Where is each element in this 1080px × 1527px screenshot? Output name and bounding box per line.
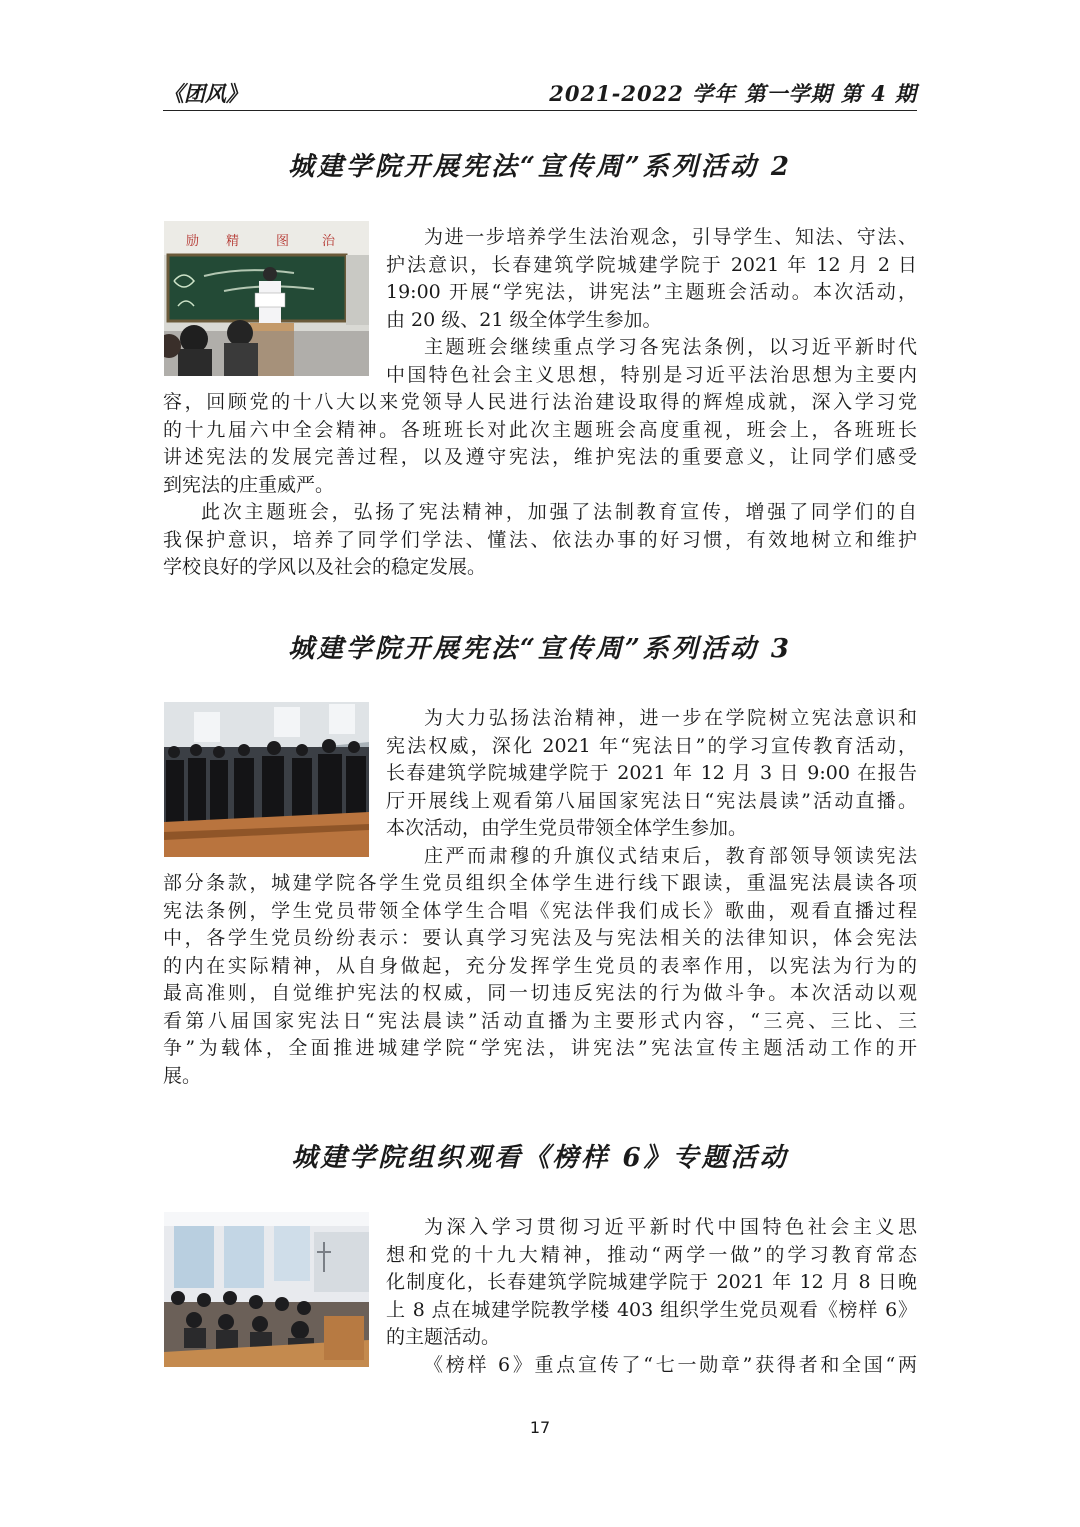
article-3-title: 城建学院组织观看《榜样 6》专题活动 [291, 1143, 789, 1173]
page-number: 17 [529, 1418, 551, 1437]
article-2-title: 城建学院开展宪法“宣传周”系列活动 3 [287, 634, 793, 664]
text-line: 庄严而肃穆的升旗仪式结束后，教育部领导领读宪法 [424, 844, 917, 867]
text-line: 中，各学生党员纷纷表示：要认真学习宪法及与宪法相关的法律知识，体会宪法 [163, 927, 917, 949]
classroom-viewing-image [164, 1212, 369, 1367]
text-line: 看第八届国家宪法日“宪法晨读”活动直播为主要形式内容，“三亮、三比、三 [163, 1009, 917, 1032]
text-line: 《榜样 6》重点宣传了“七一勋章”获得者和全国“两 [424, 1353, 917, 1376]
text-line: 19:00 开展“学宪法，讲宪法”主题班会活动。本次活动， [386, 281, 917, 303]
article-2-para-2 [163, 870, 917, 1090]
text-line: 展。 [163, 1064, 202, 1087]
text-line: 为进一步培养学生法治观念，引导学生、知法、守法、 [424, 226, 917, 248]
text-line: 的十九届六中全会精神。各班班长对此次主题班会高度重视，班会上，各班班长 [163, 418, 917, 441]
text-line: 我保护意识，培养了同学们学法、懂法、依法办事的好习惯，有效地树立和维护 [163, 528, 917, 551]
text-line: 的主题活动。 [386, 1326, 501, 1348]
article-3-photo [164, 1212, 369, 1367]
text-line: 本次活动，由学生党员带领全体学生参加。 [386, 817, 748, 839]
text-line: 中国特色社会主义思想，特别是习近平法治思想为主要内 [386, 363, 917, 386]
text-line: 学校良好的学风以及社会的稳定发展。 [163, 556, 487, 578]
text-line: 由 20 级、21 级全体学生参加。 [386, 308, 662, 331]
text-line: 化制度化，长春建筑学院城建学院于 2021 年 12 月 8 日晚 [386, 1271, 917, 1293]
text-line: 想和党的十九大精神，推动“两学一做”的学习教育常态 [386, 1243, 917, 1266]
text-line: 最高准则，自觉维护宪法的权威，同一切违反宪法的行为做斗争。本次活动以观 [163, 982, 917, 1004]
text-line: 护法意识，长春建筑学院城建学院于 2021 年 12 月 2 日 [386, 253, 917, 276]
text-line: 容，回顾党的十八大以来党领导人民进行法治建设取得的辉煌成就，深入学习党 [163, 391, 917, 413]
text-line: 宪法条例，学生党员带领全体学生合唱《宪法伴我们成长》歌曲，观看直播过程 [163, 899, 917, 922]
auditorium-students-image [164, 702, 369, 857]
article-2-para-1 [386, 705, 917, 870]
issue-info: 2021-2022 学年 第一学期 第 4 期 [549, 81, 917, 106]
journal-name: 《团风》 [163, 81, 247, 106]
photo-banner-char-2: 精 [226, 234, 240, 249]
article-1-para-1 [386, 224, 917, 334]
text-line: 宪法权威，深化 2021 年“宪法日”的学习宣传教育活动， [386, 734, 917, 757]
text-line: 长春建筑学院城建学院于 2021 年 12 月 3 日 9:00 在报告 [386, 762, 917, 784]
text-line: 为大力弘扬法治精神，进一步在学院树立宪法意识和 [424, 707, 917, 729]
text-line: 上 8 点在城建学院教学楼 403 组织学生党员观看《榜样 6》 [386, 1298, 917, 1321]
text-line: 讲述宪法的发展完善过程，以及遵守宪法，维护宪法的重要意义，让同学们感受 [163, 446, 917, 468]
photo-banner-char-4: 治 [322, 234, 336, 249]
article-1-title: 城建学院开展宪法“宣传周”系列活动 2 [287, 152, 793, 182]
photo-banner-char-3: 图 [276, 234, 290, 249]
text-line: 部分条款，城建学院各学生党员组织全体学生进行线下跟读，重温宪法晨读各项 [163, 872, 917, 894]
header-rule [163, 110, 917, 111]
article-1-para-2 [163, 389, 917, 582]
photo-banner-char-1: 励 [186, 234, 200, 249]
article-2-photo [164, 702, 369, 857]
text-line: 到宪法的庄重威严。 [163, 473, 335, 496]
article-3-para-1 [386, 1214, 917, 1379]
article-1-para-2-wrap [386, 334, 917, 389]
text-line: 厅开展线上观看第八届国家宪法日“宪法晨读”活动直播。 [386, 789, 917, 812]
text-line: 主题班会继续重点学习各宪法条例，以习近平新时代 [424, 336, 917, 358]
text-line: 为深入学习贯彻习近平新时代中国特色社会主义思 [424, 1216, 917, 1238]
text-line: 此次主题班会，弘扬了宪法精神，加强了法制教育宣传，增强了同学们的自 [201, 501, 917, 523]
page-header [163, 78, 917, 110]
text-line: 的内在实际精神，从自身做起，充分发挥学生党员的表率作用，以宪法为行为的 [163, 954, 917, 977]
classroom-chalkboard-image [164, 221, 369, 376]
text-line: 争”为载体，全面推进城建学院“学宪法，讲宪法”宪法宣传主题活动工作的开 [163, 1037, 917, 1059]
article-1-photo [164, 221, 369, 376]
